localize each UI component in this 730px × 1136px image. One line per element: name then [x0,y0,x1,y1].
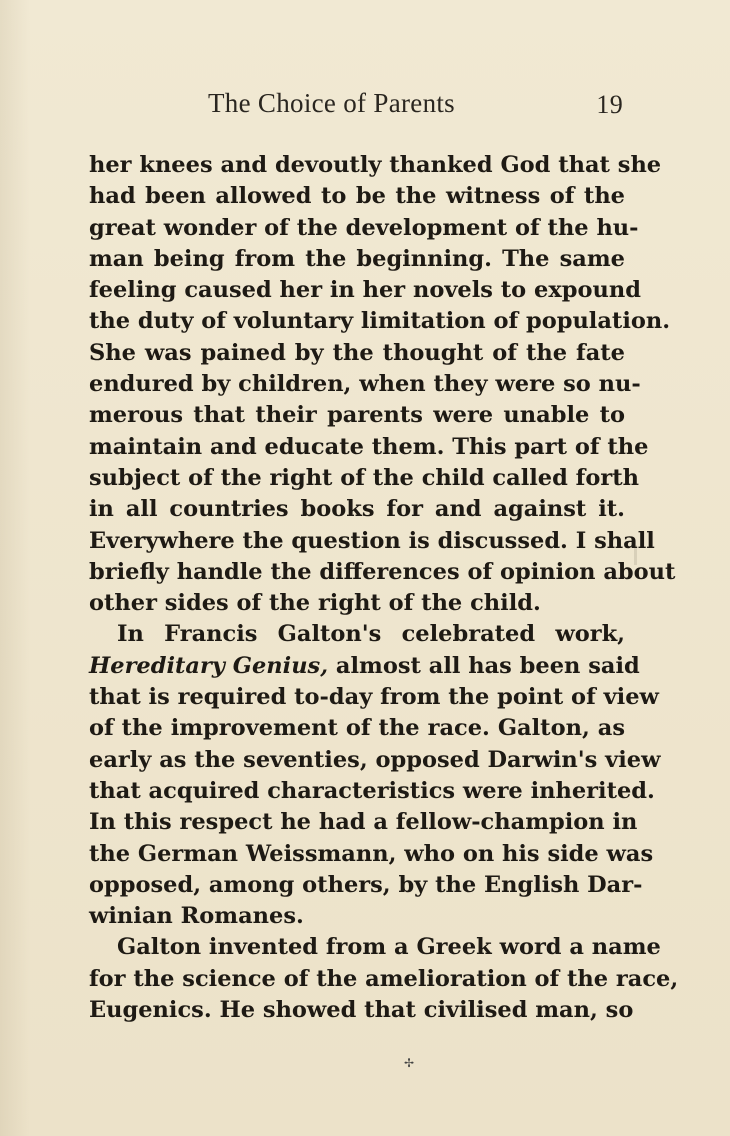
text-line: Eugenics. He showed that civilised man, so [89,997,634,1024]
text-line: winian Romanes. [89,903,304,930]
text-line: for the science of the amelioration of the race, [89,965,679,992]
book-title-italic: Hereditary Genius, [89,652,329,679]
page-number: 19 [596,90,623,119]
text-line: feeling caused her in her novels to expound [89,277,641,304]
text-line: her knees and devoutly thanked God that she [89,152,662,178]
text-line [89,651,640,682]
body-text [89,150,679,1026]
text-line: In Francis Galton's celebrated work, [117,621,625,648]
text-line: She was pained by the thought of the fate [89,339,625,366]
running-title: The Choice of Parents [208,88,455,118]
text-line: early as the seventies, opposed Darwin's view [89,746,661,773]
running-header [208,88,628,124]
text-line: the duty of voluntary limitation of population. [89,308,671,335]
text-line: in all countries books for and against it. [89,496,625,523]
text-line: had been allowed to be the witness of the [89,183,625,210]
text-line: that is required to-day from the point of view [89,684,659,711]
text-line: subject of the right of the child called forth [89,464,639,491]
text-line: maintain and educate them. This part of the [89,433,649,460]
page-blemish [634,545,637,565]
text-line: man being from the beginning. The same [89,245,625,272]
text-line: Everywhere the question is discussed. I shall [89,527,655,554]
text-line: opposed, among others, by the English Dar- [89,871,643,898]
text-line: that acquired characteristics were inherited. [89,777,655,804]
text-line: of the improvement of the race. Galton, as [89,715,625,742]
text-line: Galton invented from a Greek word a name [117,934,661,961]
text-line: great wonder of the development of the hu- [89,214,639,241]
text-line: merous that their parents were unable to [89,402,625,429]
text-line: other sides of the right of the child. [89,590,541,617]
printer-mark-icon: ✢ [404,1056,415,1070]
text-line: In this respect he had a fellow-champion in [89,809,638,836]
text-line: endured by children, when they were so nu- [89,371,641,398]
text-line: the German Weissmann, who on his side was [89,840,654,867]
text-fragment: almost all has been said [335,652,640,679]
text-line: briefly handle the differences of opinion about [89,558,676,585]
